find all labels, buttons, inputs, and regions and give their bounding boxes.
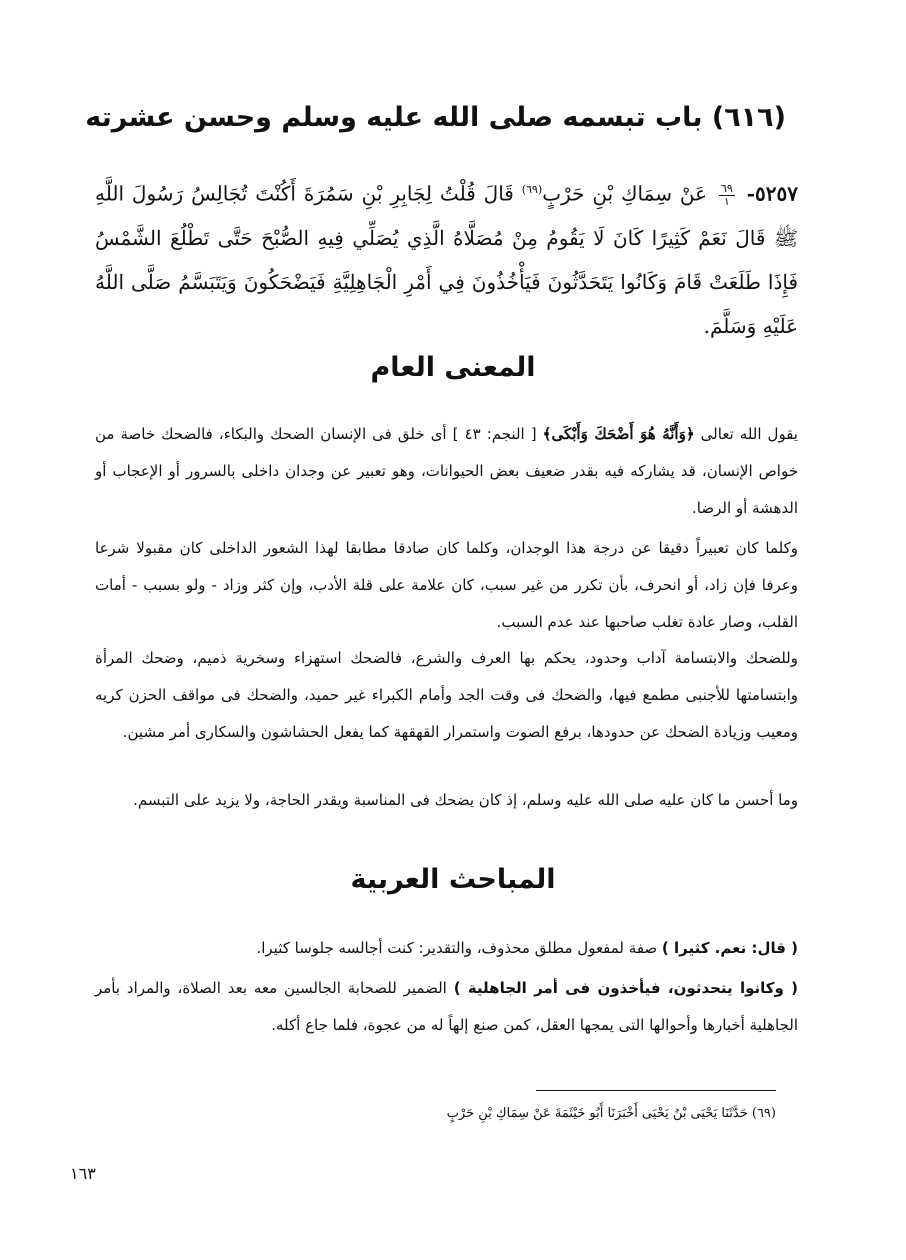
general-paragraph-4: وما أحسن ما كان عليه صلى الله عليه وسلم، إذ كان يضحك فى المناسبة ويقدر الحاجة، ولا يزيد على التبسم. xyxy=(133,791,798,809)
general-meaning-heading: المعنى العام xyxy=(370,352,536,383)
chapter-title: (٦١٦) باب تبسمه صلى الله عليه وسلم وحسن عشرته xyxy=(85,102,786,133)
hadith-number: ٥٢٥٧- xyxy=(746,181,798,206)
footnote-reference: (٦٩) xyxy=(521,183,543,196)
footnote-divider xyxy=(536,1090,776,1091)
grammar-term-1: ( قال: نعم. كثيرا ) xyxy=(661,939,798,957)
grammar-explanation-2: الضمير للصحابة الجالسين معه بعد الصلاة، والمراد بأمر الجاهلية أخبارها وأحوالها التى يمجها العقل، كمن صنع إلهاً له من عجوة، فلما جاع أكله. xyxy=(95,979,798,1034)
hadith-text xyxy=(95,168,798,348)
fraction-top: ٦٩ xyxy=(720,181,733,195)
quran-verse: ﴿وَأَنَّهُ هُوَ أَضْحَكَ وَأَبْكَى﴾ xyxy=(542,425,695,443)
general-paragraph-2: وكلما كان تعبيراً دقيقا عن درجة هذا الوجدان، وكلما كان صادقا مطابقا لهذا الشعور الداخلى كان مقبولا شرعا وعرفا فإن زاد، أو انحرف، بأن تكرر من غير سبب، كان علامة على قلة الأدب، وإن كثر وزاد - ولو بسبب - أمات القلب، وصار عادة تغلب صاحبها عند عدم السبب. xyxy=(95,539,798,631)
footnote: (٦٩) حَدَّثَنَا يَحْيَى بْنُ يَحْيَى أَخْبَرَنَا أَبُو خَيْثَمَةَ عَنْ سِمَاكِ بْنِ حَرْبٍ xyxy=(446,1106,776,1121)
paragraph-1-rest: [ النجم: ٤٣ ] أى خلق فى الإنسان الضحك والبكاء، فالضحك خاصة من خواص الإنسان، قد يشاركه فيه بقدر ضعيف بعض الحيوانات، وهو تعبير عن وجدان داخلى بالسرور أو الإعجاب أو الدهشة أو الرضا. xyxy=(95,425,798,517)
hadith-fraction xyxy=(719,183,735,208)
fraction-bottom: ١ xyxy=(723,194,730,208)
grammar-paragraph-2 xyxy=(95,970,798,1044)
hadith-text-start: عَنْ سِمَاكِ بْنِ حَرْبٍ xyxy=(542,181,708,206)
general-paragraph-1 xyxy=(95,416,798,527)
grammar-term-2: ( وكانوا يتحدثون، فيأخذون فى أمر الجاهلية ) xyxy=(453,979,798,997)
grammar-heading: المباحث العربية xyxy=(350,864,556,895)
grammar-paragraph-1 xyxy=(95,930,798,967)
hadith-text-rest: قَالَ قُلْتُ لِجَابِرِ بْنِ سَمُرَةَ أَكُنْتَ تُجَالِسُ رَسُولَ اللَّهِ ﷺ قَالَ نَعَمْ كَثِيرًا كَانَ لَا يَقُومُ مِنْ مُصَلَّاهُ الَّذِي يُصَلِّي فِيهِ الصُّبْحَ حَتَّى تَطْلُعَ الشَّمْسُ فَإِذَا طَلَعَتْ قَامَ وَكَانُوا يَتَحَدَّثُونَ فَيَأْخُذُونَ فِي أَمْرِ الْجَاهِلِيَّةِ فَيَضْحَكُونَ وَيَتَبَسَّمُ صَلَّى اللَّهُ عَلَيْهِ وَسَلَّمَ. xyxy=(95,181,798,338)
general-paragraph-3: وللضحك والابتسامة آداب وحدود، يحكم بها العرف والشرع، فالضحك استهزاء وسخرية ذميم، وضحك المرأة وابتسامتها للأجنبى مطمع فيها، والضحك فى وقت الجد وأمام الكبراء غير حميد، والضحك فى مواقف الحزن كريه ومعيب وزيادة الضحك عن حدودها، برفع الصوت واستمرار القهقهة كما يفعل الحشاشون والسكارى أمر مشين. xyxy=(95,649,798,741)
paragraph-1-intro: يقول الله تعالى xyxy=(700,425,798,443)
grammar-explanation-1: صفة لمفعول مطلق محذوف، والتقدير: كنت أجالسه جلوسا كثيرا. xyxy=(256,939,658,957)
page-number: ١٦٣ xyxy=(70,1164,96,1183)
